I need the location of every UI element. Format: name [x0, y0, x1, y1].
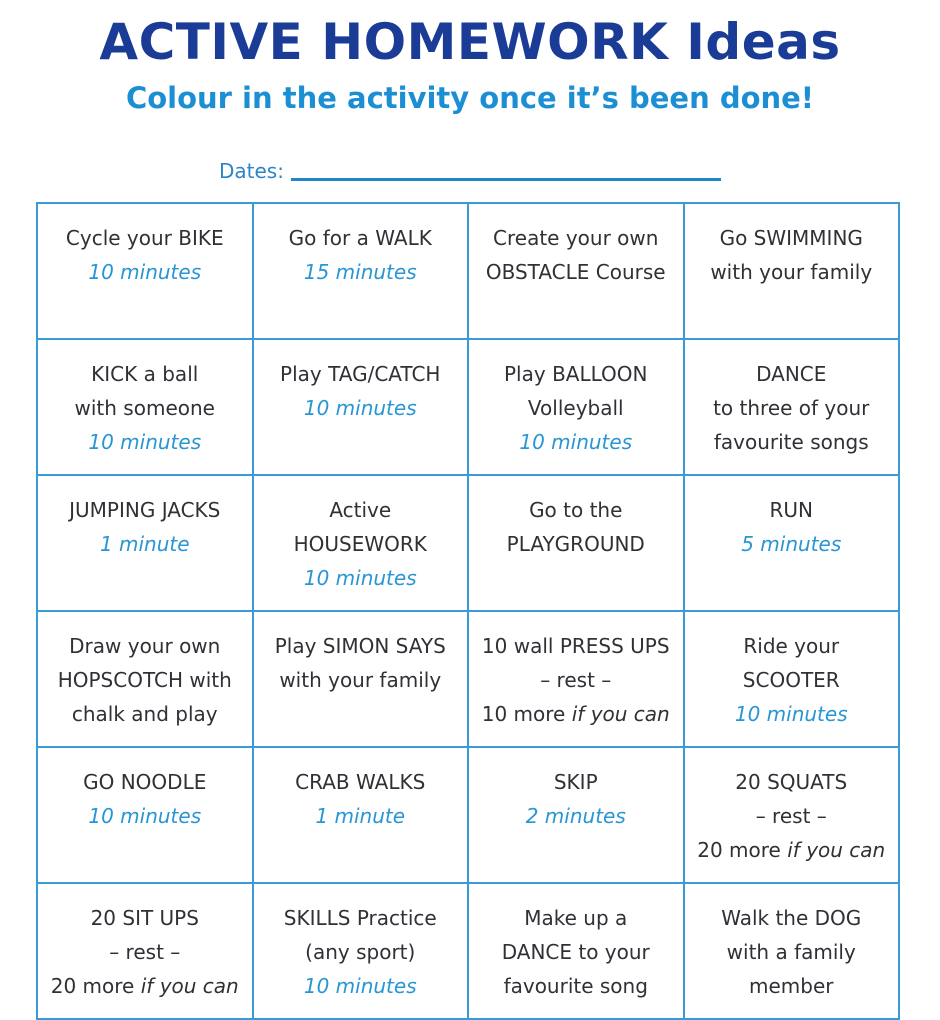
activity-cell-scooter[interactable] [685, 612, 901, 748]
activity-detail-cont: member [749, 974, 834, 998]
activity-cell-tag-catch[interactable] [254, 340, 470, 476]
activity-name: 20 SIT UPS [90, 906, 199, 930]
activity-duration: 10 minutes [88, 804, 202, 828]
activity-detail: with your family [710, 260, 873, 284]
activity-name: Ride your [743, 634, 840, 658]
activity-duration: 10 minutes [88, 260, 202, 284]
activity-detail: to three of your [713, 396, 870, 420]
activity-cell-crab-walks[interactable] [254, 748, 470, 884]
activity-cell-walk[interactable] [254, 204, 470, 340]
activity-cell-go-noodle[interactable] [38, 748, 254, 884]
activity-name: Create your own [493, 226, 659, 250]
activity-duration: 1 minute [315, 804, 406, 828]
activity-cell-obstacle-course[interactable] [469, 204, 685, 340]
activity-name-cont: SCOOTER [742, 668, 840, 692]
activity-cell-squats[interactable] [685, 748, 901, 884]
activity-cell-balloon-volleyball[interactable] [469, 340, 685, 476]
activity-name: GO NOODLE [83, 770, 207, 794]
activity-name-cont: PLAYGROUND [506, 532, 645, 556]
activity-name: Go for a WALK [288, 226, 432, 250]
activity-name: DANCE [756, 362, 827, 386]
activity-name: SKILLS Practice [283, 906, 437, 930]
activity-name: Make up a [524, 906, 628, 930]
activity-name-cont: HOPSCOTCH with [57, 668, 232, 692]
activity-detail: with someone [74, 396, 215, 420]
activity-name-cont: Volleyball [527, 396, 624, 420]
activity-name: CRAB WALKS [295, 770, 426, 794]
activity-name: Play SIMON SAYS [274, 634, 446, 658]
activity-repeat [38, 969, 252, 1003]
repeat-count: 10 more [481, 702, 572, 726]
activity-name: Cycle your BIKE [65, 226, 224, 250]
activity-cell-playground[interactable] [469, 476, 685, 612]
activity-cell-run[interactable] [685, 476, 901, 612]
activity-name: Play TAG/CATCH [280, 362, 441, 386]
activity-name: Draw your own [69, 634, 221, 658]
activity-cell-make-dance[interactable] [469, 884, 685, 1020]
activity-duration: 2 minutes [525, 804, 626, 828]
activity-duration: 10 minutes [303, 396, 417, 420]
activity-duration: 10 minutes [734, 702, 848, 726]
activity-detail: with your family [279, 668, 442, 692]
dates-label: Dates: [219, 159, 284, 183]
activity-cell-kick-ball[interactable] [38, 340, 254, 476]
activity-name: Walk the DOG [721, 906, 862, 930]
repeat-condition: if you can [787, 838, 886, 862]
activity-name: Go to the [529, 498, 623, 522]
activity-detail: with a family [726, 940, 856, 964]
page-title: ACTIVE HOMEWORK Ideas [99, 13, 841, 71]
activity-name: 20 SQUATS [735, 770, 848, 794]
activity-duration: 15 minutes [303, 260, 417, 284]
activity-cell-housework[interactable] [254, 476, 470, 612]
activity-duration: 5 minutes [741, 532, 842, 556]
repeat-count: 20 more [50, 974, 141, 998]
activity-name-cont: OBSTACLE Course [485, 260, 666, 284]
dates-field [219, 155, 721, 185]
activity-duration: 10 minutes [303, 566, 417, 590]
activity-cell-press-ups[interactable] [469, 612, 685, 748]
activity-grid [36, 202, 900, 1020]
activity-cell-bike[interactable] [38, 204, 254, 340]
activity-detail-cont: favourite songs [713, 430, 869, 454]
activity-cell-simon-says[interactable] [254, 612, 470, 748]
activity-name: SKIP [553, 770, 598, 794]
activity-cell-skip[interactable] [469, 748, 685, 884]
activity-name-cont: HOUSEWORK [293, 532, 427, 556]
activity-detail: (any sport) [305, 940, 416, 964]
activity-name: Active [329, 498, 392, 522]
activity-cell-dance[interactable] [685, 340, 901, 476]
repeat-count: 20 more [697, 838, 788, 862]
activity-name: Play BALLOON [504, 362, 648, 386]
activity-cell-jumping-jacks[interactable] [38, 476, 254, 612]
activity-name: RUN [769, 498, 813, 522]
activity-duration: 10 minutes [88, 430, 202, 454]
activity-cell-walk-dog[interactable] [685, 884, 901, 1020]
activity-cell-sit-ups[interactable] [38, 884, 254, 1020]
activity-name-cont: DANCE to your [501, 940, 650, 964]
activity-cell-skills-practice[interactable] [254, 884, 470, 1020]
activity-name: Go SWIMMING [719, 226, 863, 250]
page-subtitle: Colour in the activity once it’s been done! [125, 81, 815, 115]
activity-rest: – rest – [109, 940, 181, 964]
activity-name: KICK a ball [91, 362, 199, 386]
activity-cell-hopscotch[interactable] [38, 612, 254, 748]
dates-write-line[interactable] [291, 178, 721, 181]
activity-duration: 1 minute [99, 532, 190, 556]
activity-rest: – rest – [540, 668, 612, 692]
activity-detail: favourite song [503, 974, 648, 998]
activity-name: 10 wall PRESS UPS [481, 634, 670, 658]
activity-cell-swimming[interactable] [685, 204, 901, 340]
repeat-condition: if you can [571, 702, 670, 726]
activity-repeat [685, 833, 899, 867]
activity-detail: chalk and play [71, 702, 218, 726]
activity-name: JUMPING JACKS [69, 498, 221, 522]
activity-repeat [469, 697, 683, 731]
repeat-condition: if you can [140, 974, 239, 998]
activity-rest: – rest – [755, 804, 827, 828]
activity-duration: 10 minutes [303, 974, 417, 998]
activity-duration: 10 minutes [519, 430, 633, 454]
